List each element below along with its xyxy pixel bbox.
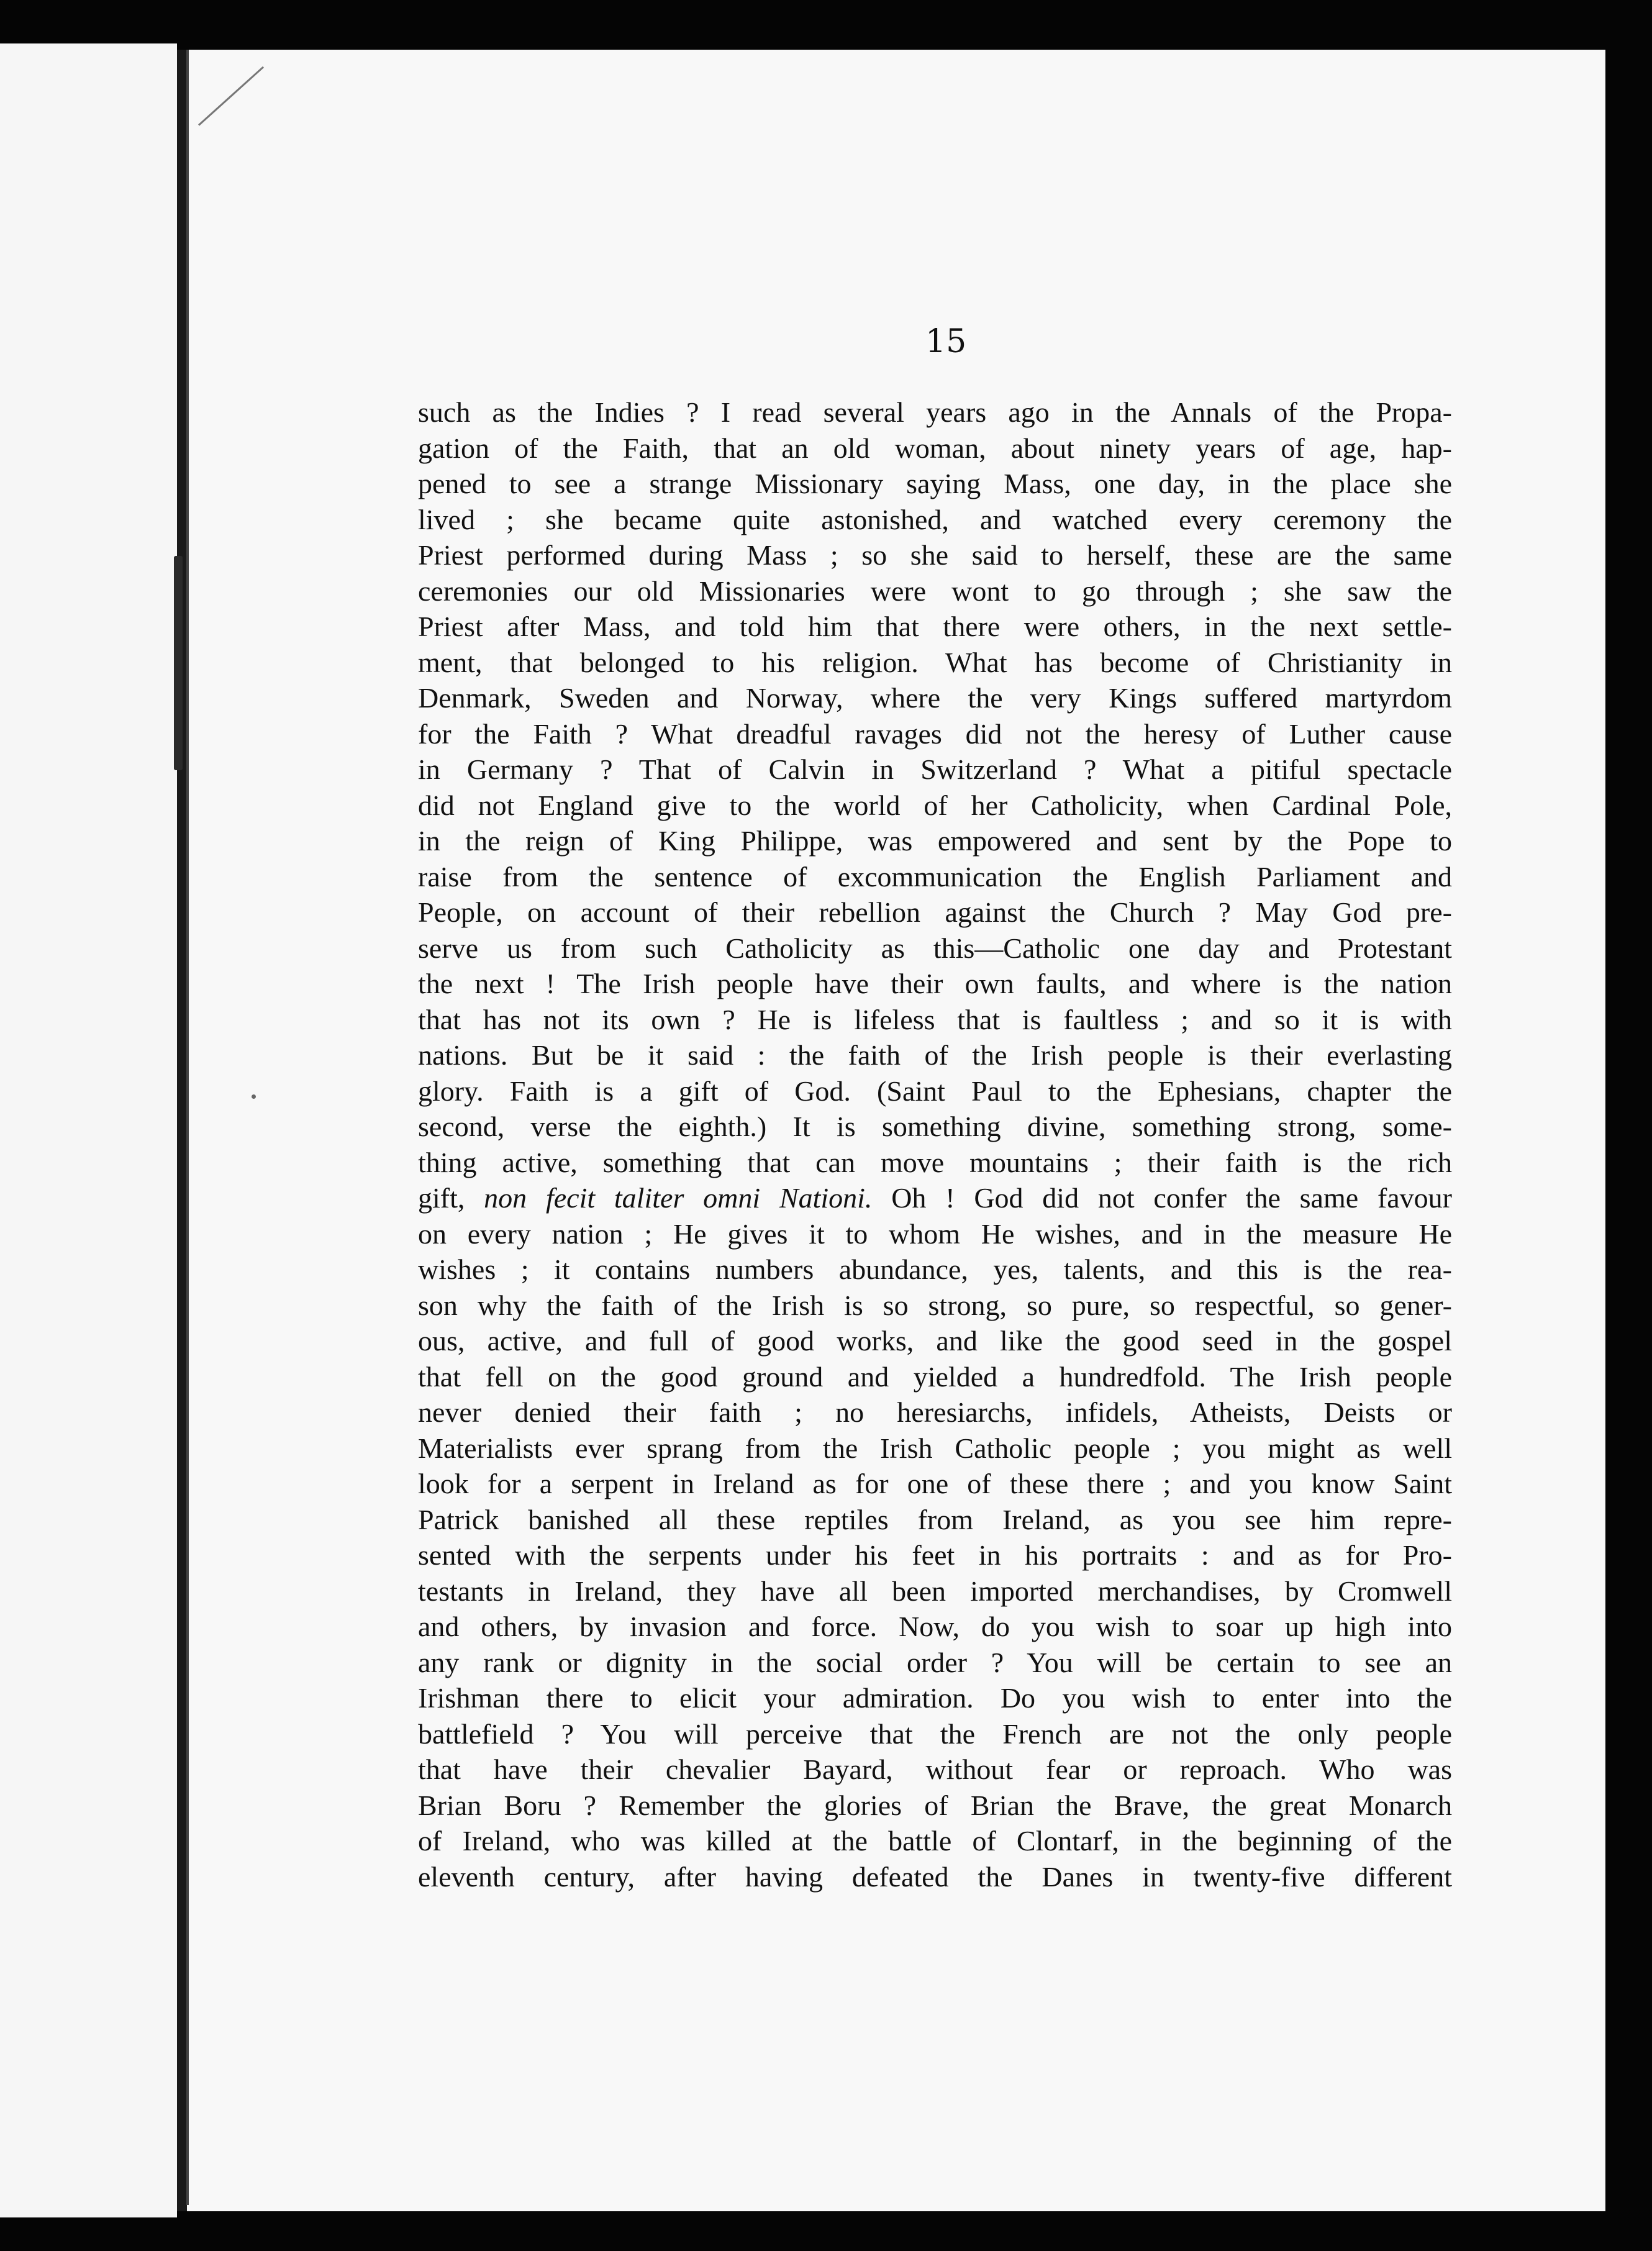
text-line: battlefield ? You will perceive that the French are not the only people (418, 1717, 1452, 1750)
text-line: testants in Ireland, they have all been imported merchandises, by Cromwell (418, 1575, 1452, 1607)
text-line: for the Faith ? What dreadful ravages did not the heresy of Luther cause (418, 717, 1452, 750)
text-line: nations. But be it said : the faith of the Irish people is their everlasting (418, 1039, 1452, 1071)
text-line: Brian Boru ? Remember the glories of Brian the Brave, the great Monarch (418, 1789, 1452, 1821)
text-line: that fell on the good ground and yielded a hundredfold. The Irish people (418, 1360, 1452, 1393)
text-line: thing active, something that can move mountains ; their faith is the rich (418, 1146, 1452, 1178)
text-line: Materialists ever sprang from the Irish Catholic people ; you might as well (418, 1432, 1452, 1464)
text-line: lived ; she became quite astonished, and watched every ceremony the (418, 503, 1452, 535)
text-line: ous, active, and full of good works, and like the good seed in the gospel (418, 1325, 1452, 1357)
text-line: serve us from such Catholicity as this—Catholic one day and Protestant (418, 932, 1452, 964)
text-line: Priest performed during Mass ; so she said to herself, these are the same (418, 539, 1452, 571)
line-end: Oh ! God did not confer the same favour (872, 1182, 1453, 1214)
text-line: People, on account of their rebellion against the Church ? May God pre- (418, 896, 1452, 928)
line-start: gift, (418, 1182, 484, 1214)
text-line: eleventh century, after having defeated the Danes in twenty-five different (418, 1860, 1452, 1893)
text-line: on every nation ; He gives it to whom He wishes, and in the measure He (418, 1217, 1452, 1250)
text-line: any rank or dignity in the social order ? You will be certain to see an (418, 1646, 1452, 1678)
page-number: 15 (925, 323, 967, 360)
text-line: pened to see a strange Missionary saying Mass, one day, in the place she (418, 468, 1452, 499)
text-line: in the reign of King Philippe, was empowered and sent by the Pope to (418, 825, 1452, 857)
text-line: such as the Indies ? I read several years ago in the Annals of the Propa- (418, 396, 1452, 428)
text-line: glory. Faith is a gift of God. (Saint Paul to the Ephesians, chapter the (418, 1075, 1452, 1107)
text-line: gation of the Faith, that an old woman, about ninety years of age, hap- (418, 432, 1452, 464)
text-line: ceremonies our old Missionaries were wont to go through ; she saw the (418, 575, 1452, 607)
text-line: son why the faith of the Irish is so strong, so pure, so respectful, so gener- (418, 1289, 1452, 1321)
text-line: Priest after Mass, and told him that there were others, in the next settle- (418, 611, 1452, 642)
facing-page-margin (0, 43, 177, 2217)
text-line: Irishman there to elicit your admiration. Do you wish to enter into the (418, 1682, 1452, 1714)
text-line-with-latin (418, 1180, 1452, 1216)
text-line: raise from the sentence of excommunication the English Parliament and (418, 860, 1452, 893)
text-line: Patrick banished all these reptiles from Ireland, as you see him repre- (418, 1503, 1452, 1535)
text-line: never denied their faith ; no heresiarchs, infidels, Atheists, Deists or (418, 1396, 1452, 1428)
latin-quotation: non fecit taliter omni Nationi. (484, 1182, 873, 1214)
text-line: ment, that belonged to his religion. What has become of Christianity in (418, 646, 1452, 678)
binding-clip-mark (174, 556, 183, 662)
text-line: of Ireland, who was killed at the battle of Clontarf, in the beginning of the (418, 1825, 1452, 1857)
binding-clip-mark (174, 658, 183, 770)
text-line: Denmark, Sweden and Norway, where the very Kings suffered martyrdom (418, 682, 1452, 714)
gutter-fold (186, 50, 189, 2205)
text-line: that have their chevalier Bayard, without fear or reproach. Who was (418, 1753, 1452, 1785)
text-line: in Germany ? That of Calvin in Switzerland ? What a pitiful spectacle (418, 753, 1452, 785)
ink-speck (252, 1094, 256, 1099)
text-line: the next ! The Irish people have their own faults, and where is the nation (418, 968, 1452, 999)
text-line: did not England give to the world of her Catholicity, when Cardinal Pole, (418, 789, 1452, 821)
text-line: and others, by invasion and force. Now, do you wish to soar up high into (418, 1611, 1452, 1642)
body-text (418, 394, 1452, 1894)
text-line: second, verse the eighth.) It is something divine, something strong, some- (418, 1111, 1452, 1142)
text-line: that has not its own ? He is lifeless that is faultless ; and so it is with (418, 1003, 1452, 1035)
text-line: look for a serpent in Ireland as for one of these there ; and you know Saint (418, 1468, 1452, 1499)
text-line: sented with the serpents under his feet in his portraits : and as for Pro- (418, 1539, 1452, 1571)
text-line: wishes ; it contains numbers abundance, yes, talents, and this is the rea- (418, 1253, 1452, 1285)
